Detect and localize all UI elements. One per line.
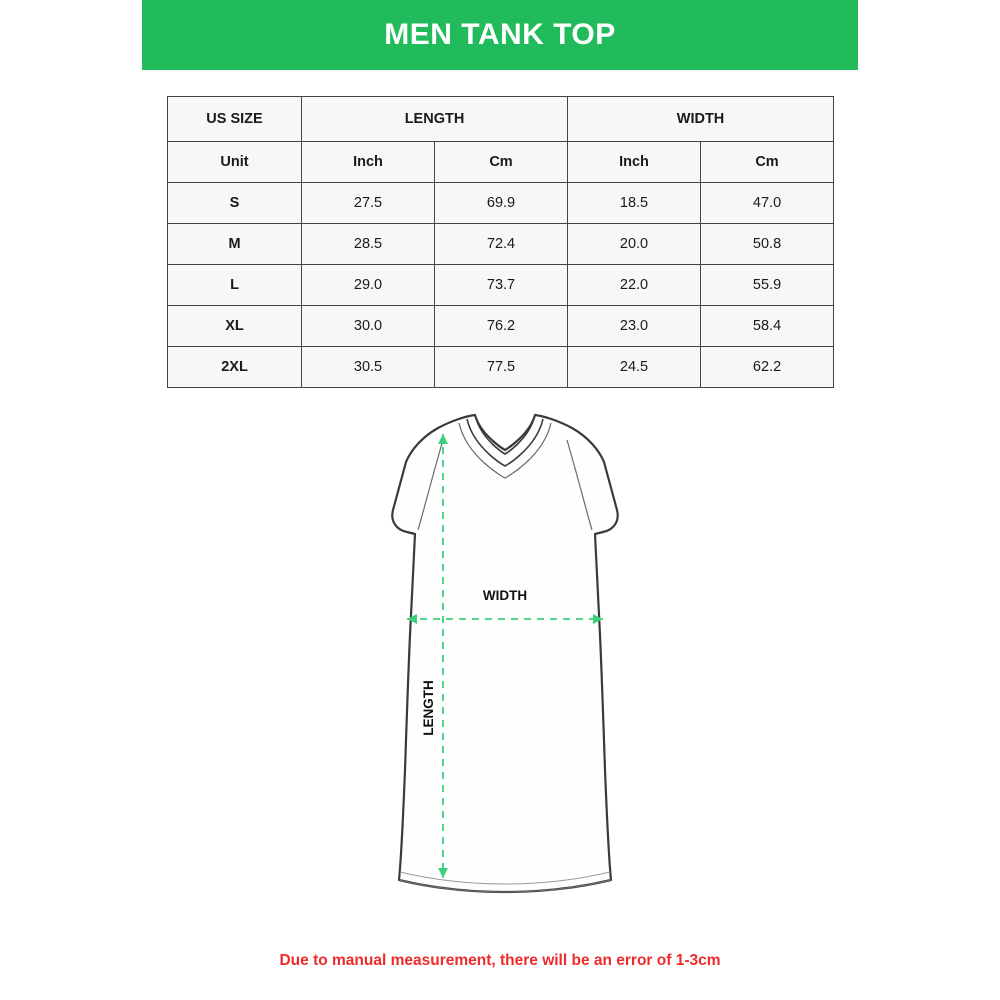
length-guide-label: LENGTH: [421, 680, 436, 736]
size-label: XL: [168, 306, 302, 347]
width-inch-value: 20.0: [568, 224, 701, 265]
width-cm-value: 47.0: [701, 183, 834, 224]
unit-length-cm: Cm: [435, 142, 568, 183]
size-label: 2XL: [168, 347, 302, 388]
length-cm-value: 77.5: [435, 347, 568, 388]
unit-width-inch: Inch: [568, 142, 701, 183]
width-inch-value: 23.0: [568, 306, 701, 347]
length-inch-value: 29.0: [302, 265, 435, 306]
width-inch-value: 24.5: [568, 347, 701, 388]
table-row: [168, 306, 834, 347]
table-row: [168, 347, 834, 388]
length-cm-value: 76.2: [435, 306, 568, 347]
garment-illustration: [355, 410, 655, 910]
length-inch-value: 30.0: [302, 306, 435, 347]
unit-width-cm: Cm: [701, 142, 834, 183]
width-cm-value: 50.8: [701, 224, 834, 265]
measurement-disclaimer: Due to manual measurement, there will be an error of 1-3cm: [279, 952, 721, 969]
width-inch-value: 18.5: [568, 183, 701, 224]
length-cm-value: 73.7: [435, 265, 568, 306]
width-cm-value: 62.2: [701, 347, 834, 388]
tank-top-outline: [392, 415, 617, 892]
table-header-row: [168, 97, 834, 142]
column-header-length: LENGTH: [302, 97, 568, 142]
width-cm-value: 55.9: [701, 265, 834, 306]
width-cm-value: 58.4: [701, 306, 834, 347]
table-row: [168, 183, 834, 224]
column-header-width: WIDTH: [568, 97, 834, 142]
header-banner: [142, 0, 858, 70]
size-chart-table-wrapper: [167, 96, 833, 388]
length-inch-value: 30.5: [302, 347, 435, 388]
length-cm-value: 72.4: [435, 224, 568, 265]
table-row: [168, 265, 834, 306]
table-unit-row: [168, 142, 834, 183]
size-label: M: [168, 224, 302, 265]
width-inch-value: 22.0: [568, 265, 701, 306]
size-chart-table: [167, 96, 834, 388]
length-cm-value: 69.9: [435, 183, 568, 224]
page-title: MEN TANK TOP: [384, 18, 616, 51]
column-header-us-size: US SIZE: [168, 97, 302, 142]
size-label: S: [168, 183, 302, 224]
unit-label: Unit: [168, 142, 302, 183]
unit-length-inch: Inch: [302, 142, 435, 183]
length-inch-value: 28.5: [302, 224, 435, 265]
size-label: L: [168, 265, 302, 306]
table-row: [168, 224, 834, 265]
length-inch-value: 27.5: [302, 183, 435, 224]
width-guide-label: WIDTH: [482, 588, 528, 603]
